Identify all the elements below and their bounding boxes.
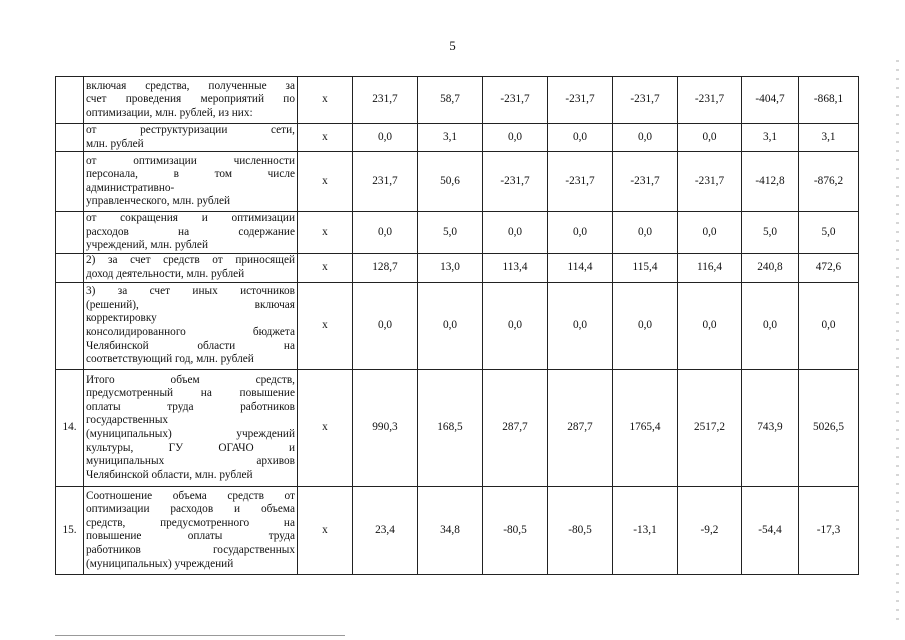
footer-divider (55, 635, 345, 636)
marker-cell: х (298, 152, 353, 212)
description-line: культуры, ГУ ОГАЧО и (86, 441, 295, 454)
value-cell: 3,1 (799, 124, 859, 152)
row-description (84, 77, 298, 124)
marker-cell: х (298, 486, 353, 574)
value-cell: -231,7 (548, 152, 613, 212)
table-row (56, 282, 859, 369)
description-line: консолидированного бюджета (86, 325, 295, 338)
row-description (84, 124, 298, 152)
description-line: млн. рублей (86, 137, 144, 150)
value-cell: 0,0 (742, 282, 799, 369)
value-cell: 1765,4 (613, 369, 678, 486)
value-cell: 0,0 (483, 282, 548, 369)
value-cell: -868,1 (799, 77, 859, 124)
value-cell: -13,1 (613, 486, 678, 574)
value-cell: 0,0 (613, 212, 678, 254)
value-cell: 113,4 (483, 253, 548, 282)
value-cell: 0,0 (353, 282, 418, 369)
value-cell: 34,8 (418, 486, 483, 574)
value-cell: 5,0 (418, 212, 483, 254)
data-table (55, 76, 859, 575)
value-cell: -231,7 (613, 77, 678, 124)
value-cell: 0,0 (799, 282, 859, 369)
value-cell: 0,0 (613, 124, 678, 152)
row-number (56, 77, 84, 124)
description-line: работников государственных (86, 544, 295, 557)
marker-cell: х (298, 124, 353, 152)
value-cell: 0,0 (678, 282, 742, 369)
row-description (84, 212, 298, 254)
value-cell: 287,7 (548, 369, 613, 486)
table-row (56, 77, 859, 124)
value-cell: -231,7 (483, 77, 548, 124)
value-cell: 231,7 (353, 77, 418, 124)
marker-cell: х (298, 253, 353, 282)
value-cell: 0,0 (548, 124, 613, 152)
description-line: оплаты труда работников (86, 400, 295, 413)
value-cell: 5026,5 (799, 369, 859, 486)
value-cell: 0,0 (353, 212, 418, 254)
value-cell: 287,7 (483, 369, 548, 486)
table-row (56, 124, 859, 152)
value-cell: 114,4 (548, 253, 613, 282)
marker-cell: х (298, 212, 353, 254)
value-cell: 0,0 (483, 124, 548, 152)
value-cell: -231,7 (678, 152, 742, 212)
value-cell: -231,7 (678, 77, 742, 124)
value-cell: -231,7 (548, 77, 613, 124)
marker-cell: х (298, 77, 353, 124)
description-line: расходов на содержание (86, 225, 295, 238)
row-description (84, 253, 298, 282)
value-cell: -412,8 (742, 152, 799, 212)
row-number (56, 152, 84, 212)
description-line: (решений), включая (86, 298, 295, 311)
description-line: Челябинской области, млн. рублей (86, 468, 253, 481)
value-cell: 0,0 (548, 212, 613, 254)
value-cell: -17,3 (799, 486, 859, 574)
description-line: Челябинской области на (86, 339, 295, 352)
description-line: корректировку (86, 312, 157, 325)
value-cell: 13,0 (418, 253, 483, 282)
value-cell: 0,0 (678, 212, 742, 254)
value-cell: 472,6 (799, 253, 859, 282)
value-cell: 168,5 (418, 369, 483, 486)
description-line: 3) за счет иных источников (86, 285, 295, 298)
value-cell: -54,4 (742, 486, 799, 574)
value-cell: -9,2 (678, 486, 742, 574)
row-number: 15. (56, 486, 84, 574)
description-line: муниципальных архивов (86, 455, 295, 468)
value-cell: 2517,2 (678, 369, 742, 486)
description-line: от реструктуризации сети, (86, 124, 295, 136)
description-line: средств, предусмотренного на (86, 516, 295, 529)
value-cell: 115,4 (613, 253, 678, 282)
row-number: 14. (56, 369, 84, 486)
row-number (56, 124, 84, 152)
value-cell: 3,1 (742, 124, 799, 152)
description-line: от оптимизации численности (86, 154, 295, 167)
value-cell: 743,9 (742, 369, 799, 486)
description-line: доход деятельности, млн. рублей (86, 267, 245, 280)
row-description (84, 369, 298, 486)
row-number (56, 282, 84, 369)
value-cell: 990,3 (353, 369, 418, 486)
row-description (84, 152, 298, 212)
table-row (56, 486, 859, 574)
description-line: счет проведения мероприятий по (86, 93, 295, 106)
value-cell: 116,4 (678, 253, 742, 282)
value-cell: 50,6 (418, 152, 483, 212)
description-line: (муниципальных) учреждений (86, 557, 234, 570)
value-cell: -404,7 (742, 77, 799, 124)
page-number: 5 (449, 38, 456, 53)
value-cell: 0,0 (483, 212, 548, 254)
description-line: 2) за счет средств от приносящей (86, 254, 295, 267)
description-line: персонала, в том числе (86, 168, 295, 181)
row-description (84, 486, 298, 574)
value-cell: 240,8 (742, 253, 799, 282)
scan-margin-mark (896, 60, 899, 620)
value-cell: 0,0 (678, 124, 742, 152)
description-line: учреждений, млн. рублей (86, 239, 208, 252)
description-line: предусмотренный на повышение (86, 387, 295, 400)
value-cell: 5,0 (742, 212, 799, 254)
description-line: административно- (86, 181, 175, 194)
value-cell: 128,7 (353, 253, 418, 282)
description-line: включая средства, полученные за (86, 79, 295, 92)
description-line: Соотношение объема средств от (86, 489, 295, 502)
value-cell: -231,7 (483, 152, 548, 212)
row-description (84, 282, 298, 369)
value-cell: 231,7 (353, 152, 418, 212)
value-cell: -80,5 (548, 486, 613, 574)
description-line: Итого объем средств, (86, 373, 295, 386)
description-line: государственных (86, 414, 169, 427)
value-cell: 0,0 (548, 282, 613, 369)
description-line: от сокращения и оптимизации (86, 212, 295, 225)
description-line: повышение оплаты труда (86, 530, 295, 543)
value-cell: 58,7 (418, 77, 483, 124)
value-cell: 0,0 (353, 124, 418, 152)
table-row (56, 152, 859, 212)
row-number (56, 253, 84, 282)
value-cell: -231,7 (613, 152, 678, 212)
value-cell: -80,5 (483, 486, 548, 574)
description-line: оптимизации, млн. рублей, из них: (86, 106, 253, 119)
value-cell: 5,0 (799, 212, 859, 254)
marker-cell: х (298, 369, 353, 486)
description-line: (муниципальных) учреждений (86, 427, 295, 440)
description-line: оптимизации расходов и объема (86, 503, 295, 516)
value-cell: -876,2 (799, 152, 859, 212)
value-cell: 0,0 (613, 282, 678, 369)
value-cell: 23,4 (353, 486, 418, 574)
table-row (56, 212, 859, 254)
table-row (56, 253, 859, 282)
description-line: соответствующий год, млн. рублей (86, 353, 254, 366)
table-row (56, 369, 859, 486)
row-number (56, 212, 84, 254)
marker-cell: х (298, 282, 353, 369)
value-cell: 3,1 (418, 124, 483, 152)
value-cell: 0,0 (418, 282, 483, 369)
description-line: управленческого, млн. рублей (86, 195, 231, 208)
